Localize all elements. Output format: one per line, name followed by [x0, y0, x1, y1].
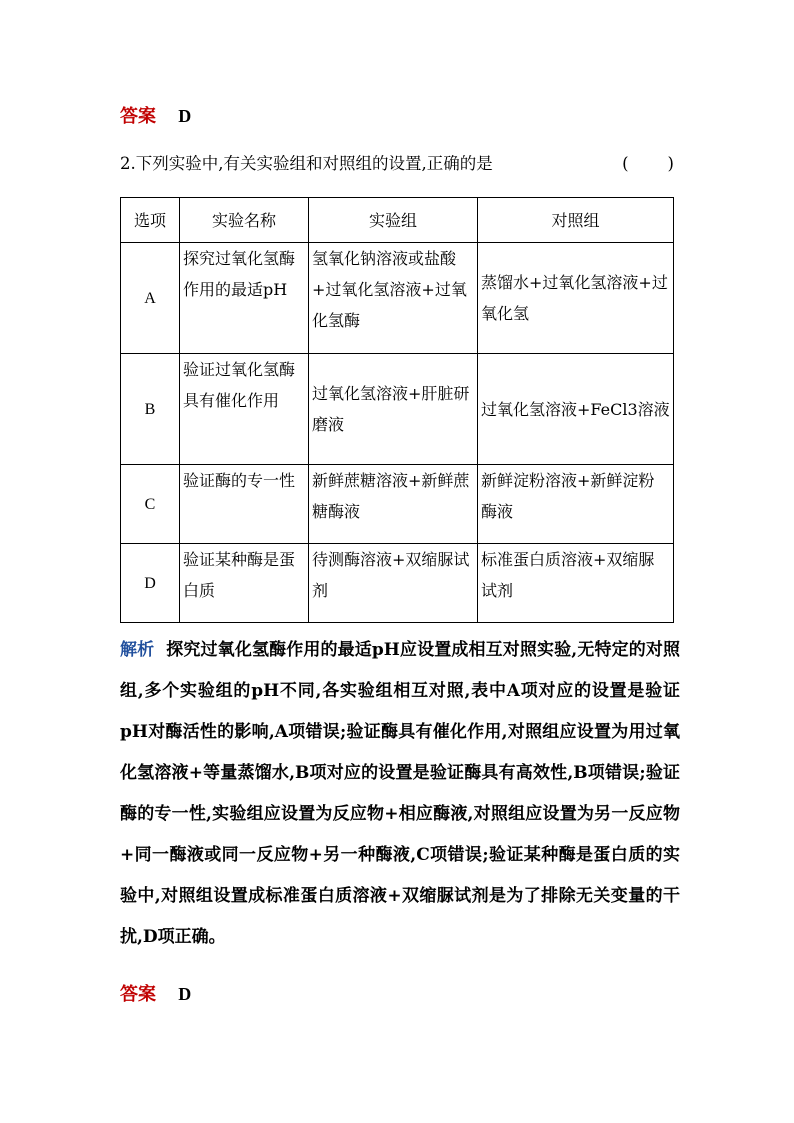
row-name: 验证酶的专一性	[180, 465, 309, 544]
row-option: B	[121, 354, 180, 465]
row-experimental: 过氧化氢溶液+肝脏研磨液	[309, 354, 478, 465]
row-control: 过氧化氢溶液+FeCl3溶液	[478, 354, 674, 465]
row-control: 新鲜淀粉溶液+新鲜淀粉酶液	[478, 465, 674, 544]
row-experimental: 待测酶溶液+双缩脲试剂	[309, 544, 478, 623]
answer-row-bottom	[120, 980, 191, 1006]
row-experimental: 新鲜蔗糖溶液+新鲜蔗糖酶液	[309, 465, 478, 544]
answer-value: D	[178, 106, 192, 126]
row-name: 验证过氧化氢酶具有催化作用	[180, 354, 309, 465]
answer-value: D	[178, 984, 192, 1004]
answer-bracket: ( )	[622, 154, 676, 173]
question-stem	[120, 152, 676, 176]
row-control: 蒸馏水+过氧化氢溶液+过氧化氢	[478, 243, 674, 354]
row-option: D	[121, 544, 180, 623]
row-experimental: 氢氧化钠溶液或盐酸+过氧化氢溶液+过氧化氢酶	[309, 243, 478, 354]
header-name: 实验名称	[180, 198, 309, 243]
table-row	[121, 243, 674, 354]
table-row	[121, 465, 674, 544]
header-option: 选项	[121, 198, 180, 243]
question-text: 2.下列实验中,有关实验组和对照组的设置,正确的是	[120, 154, 493, 173]
analysis-label: 解析	[120, 640, 155, 660]
row-option: A	[121, 243, 180, 354]
row-name: 探究过氧化氢酶作用的最适pH	[180, 243, 309, 354]
header-control: 对照组	[478, 198, 674, 243]
table-row	[121, 544, 674, 623]
answer-row-top	[120, 102, 191, 128]
table-header-row	[121, 198, 674, 243]
row-option: C	[121, 465, 180, 544]
row-control: 标准蛋白质溶液+双缩脲试剂	[478, 544, 674, 623]
header-experimental: 实验组	[309, 198, 478, 243]
answer-label: 答案	[120, 106, 156, 127]
analysis-text: 探究过氧化氢酶作用的最适pH应设置成相互对照实验,无特定的对照组,多个实验组的pH不同,各实验组相互对照,表中A项对应的设置是验证pH对酶活性的影响,A项错误;验证酶具有催化作用,对照组应设置为用过氧化氢溶液+等量蒸馏水,B项对应的设置是验证酶具有高效性,B项错误;验证酶的专一性,实验组应设置为反应物+相应酶液,对照组应设置为另一反应物+同一酶液或同一反应物+另一种酶液,C项错误;验证某种酶是蛋白质的实验中,对照组设置成标准蛋白质溶液+双缩脲试剂是为了排除无关变量的干扰,D项正确。	[120, 640, 681, 947]
experiment-table	[120, 197, 674, 623]
row-name: 验证某种酶是蛋白质	[180, 544, 309, 623]
analysis-block	[120, 630, 680, 958]
table-row	[121, 354, 674, 465]
answer-label: 答案	[120, 984, 156, 1005]
